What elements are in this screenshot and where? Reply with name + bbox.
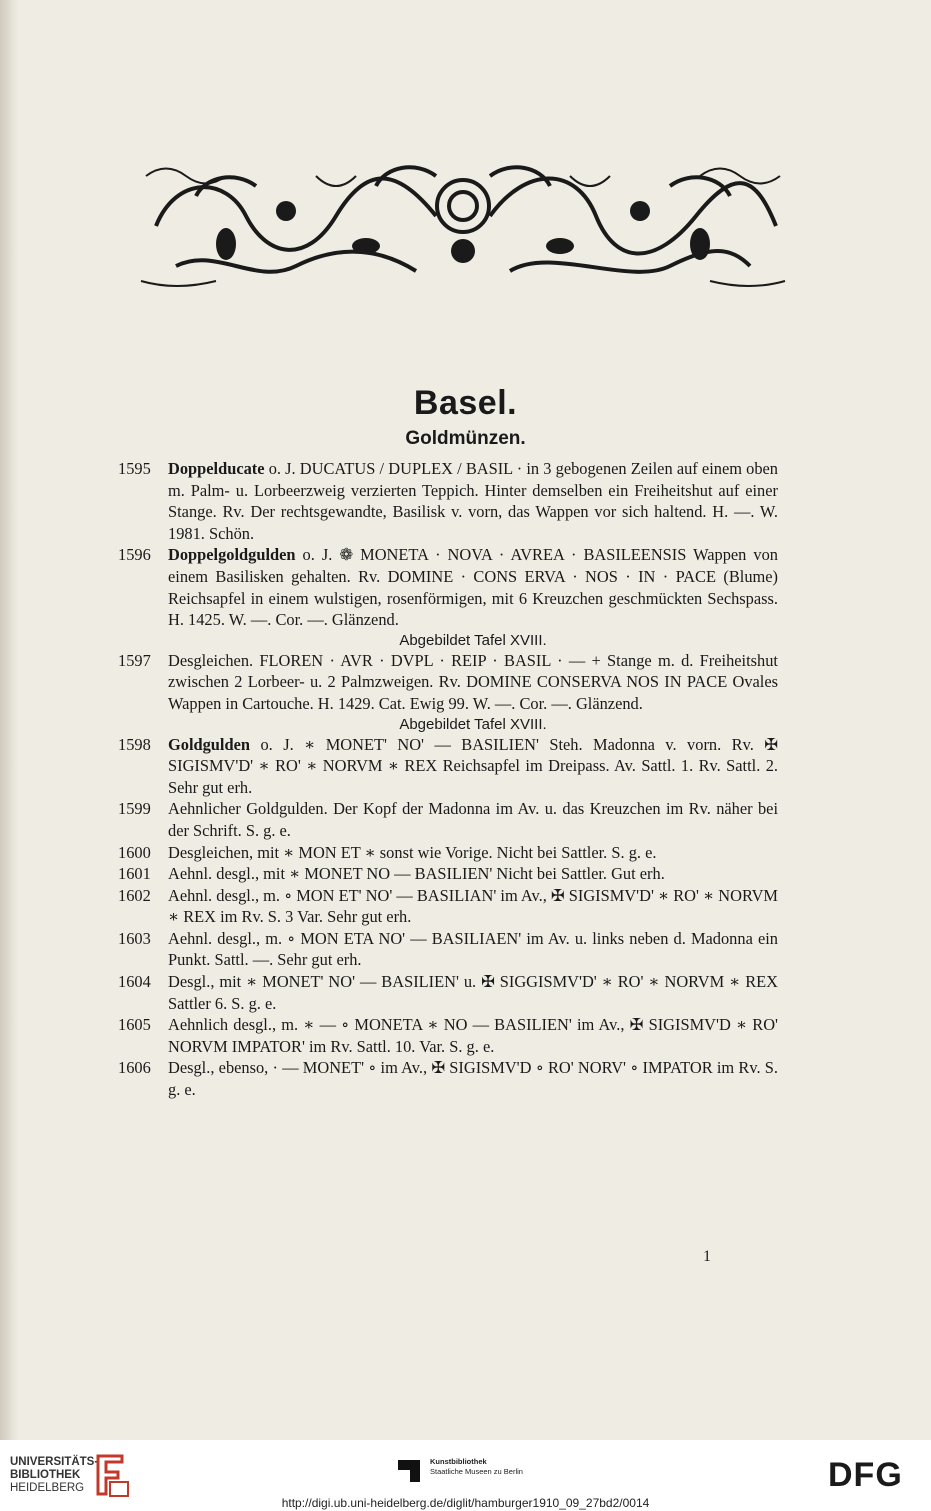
- page-number: 1: [703, 1248, 711, 1265]
- catalog-entry: [118, 1057, 778, 1100]
- catalog-entry: [118, 544, 778, 630]
- entry-text: Aehnlich desgl., m. ∗ — ∘ MONETA ∗ NO — BASILIEN' im Av., ✠ SIGISMV'D ∗ RO' NORVM IMPATOR' im Rv. Sattl. 10. Var. S. g. e.: [168, 1015, 778, 1056]
- catalog-entry: [118, 971, 778, 1014]
- kunstbibliothek-label: [430, 1457, 523, 1477]
- entry-number: 1596: [118, 545, 151, 565]
- catalog-entry: [118, 885, 778, 928]
- plate-reference: Abgebildet Tafel XVIII.: [399, 715, 547, 733]
- entry-text: Aehnl. desgl., m. ∘ MON ETA NO' — BASILIAEN' im Av. u. links neben d. Madonna ein Punkt. Sattl. —. Sehr gut erh.: [168, 928, 778, 970]
- entry-text: Aehnl. desgl., mit ∗ MONET NO — BASILIEN' Nicht bei Sattler. Gut erh.: [168, 864, 665, 884]
- entry-text: o. J. ❁ MONETA · NOVA · AVREA · BASILEENSIS Wappen von einem Basilisken gehalten. Rv. DOMINE · CONS ERVA · NOS · IN · PACE (Blume) Reichsapfel in einem wulstigen, rosenförmigen, mit 6 Kreuzchen geschmückten Sechspass. H. 1425. W. —. Cor. —. Glänzend.: [168, 545, 778, 630]
- entry-number: 1602: [118, 885, 151, 905]
- entry-number: 1600: [118, 842, 151, 862]
- entry-text: Desgl., mit ∗ MONET' NO' — BASILIEN' u. ✠ SIGGISMV'D' ∗ RO' ∗ NORVM ∗ REX Sattler 6. S. g. e.: [168, 972, 778, 1013]
- catalog-entry: [118, 798, 778, 841]
- catalog-entry: [118, 734, 778, 799]
- catalog-entry: [118, 1014, 778, 1057]
- viewer-footer: [0, 1440, 931, 1511]
- catalog-entry: [118, 842, 778, 864]
- catalog-entries: [118, 458, 778, 1101]
- kunstbibliothek-logo-icon: [396, 1456, 422, 1486]
- kb-line-2: Staatliche Museen zu Berlin: [430, 1467, 523, 1476]
- entry-number: 1595: [118, 459, 151, 478]
- entry-number: 1603: [118, 928, 151, 948]
- entry-number: 1599: [118, 799, 151, 819]
- entry-number: 1605: [118, 1015, 151, 1035]
- entry-text: Aehnlicher Goldgulden. Der Kopf der Madonna im Av. u. das Kreuzchen im Rv. näher bei der Schrift. S. g. e.: [168, 799, 778, 840]
- entry-number: 1604: [118, 972, 151, 992]
- section-subtitle: Goldmünzen.: [405, 428, 526, 449]
- entry-text: Desgleichen. FLOREN · AVR · DVPL · REIP · BASIL · — + Stange m. d. Freiheitshut zwischen 2 Lorbeer- u. 2 Palmzweigen. Rv. DOMINE CONSERVA NOS IN PACE Ovales Wappen in Cartouche. H. 1429. Cat. Ewig 99. W. —. Cor. —. Glänzend.: [168, 650, 778, 713]
- entry-number: 1601: [118, 864, 151, 884]
- ornamental-headpiece: [136, 156, 790, 294]
- entry-name: Doppelducate: [168, 459, 265, 478]
- entry-text: Aehnl. desgl., m. ∘ MON ET' NO' — BASILIAN' im Av., ✠ SIGISMV'D' ∗ RO' ∗ NORVM ∗ REX im Rv. S. 3 Var. Sehr gut erh.: [168, 885, 778, 927]
- entry-text: Desgl., ebenso, · — MONET' ∘ im Av., ✠ SIGISMV'D ∘ RO' NORV' ∘ IMPATOR im Rv. S. g. e.: [168, 1058, 778, 1100]
- university-logo-icon: [92, 1452, 132, 1498]
- entry-number: 1597: [118, 650, 151, 670]
- uni-line-1: UNIVERSITÄTS-: [10, 1456, 99, 1468]
- entry-name: Goldgulden: [168, 734, 250, 754]
- entry-text: Desgleichen, mit ∗ MON ET ∗ sonst wie Vorige. Nicht bei Sattler. S. g. e.: [168, 842, 657, 862]
- page-edge-shadow: [0, 0, 18, 1440]
- uni-line-3: HEIDELBERG: [10, 1482, 85, 1494]
- catalog-entry: [118, 650, 778, 715]
- uni-line-2: BIBLIOTHEK: [10, 1469, 81, 1481]
- entry-text: o. J. ∗ MONET' NO' — BASILIEN' Steh. Madonna v. vorn. Rv. ✠ SIGISMV'D' ∗ RO' ∗ NORVM ∗ REX Reichsapfel im Dreipass. Av. Sattl. 1. Rv. Sattl. 2. Sehr gut erh.: [168, 734, 778, 797]
- catalog-entry: [118, 928, 778, 971]
- catalog-entry: [118, 458, 778, 544]
- entry-text: o. J. DUCATUS / DUPLEX / BASIL · in 3 gebogenen Zeilen auf einem oben m. Palm- u. Lorbeerzweig verzierten Teppich. Hinter demselben ein Freiheitshut auf einer Stange. Rv. Der rechtsgewandte, Basilisk v. vorn, das Wappen vor sich haltend. H. —. W. 1981. Schön.: [168, 459, 778, 543]
- dfg-logo: DFG: [828, 1456, 903, 1494]
- plate-reference: Abgebildet Tafel XVIII.: [399, 631, 547, 649]
- page-title: Basel.: [413, 384, 518, 422]
- catalog-entry: [118, 863, 778, 885]
- entry-number: 1606: [118, 1058, 151, 1078]
- entry-number: 1598: [118, 734, 151, 754]
- entry-name: Doppelgoldgulden: [168, 545, 296, 565]
- kb-line-1: Kunstbibliothek: [430, 1457, 487, 1466]
- university-library-label: [10, 1456, 98, 1495]
- permalink-url[interactable]: http://digi.ub.uni-heidelberg.de/diglit/hamburger1910_09_27bd2/0014: [281, 1496, 650, 1510]
